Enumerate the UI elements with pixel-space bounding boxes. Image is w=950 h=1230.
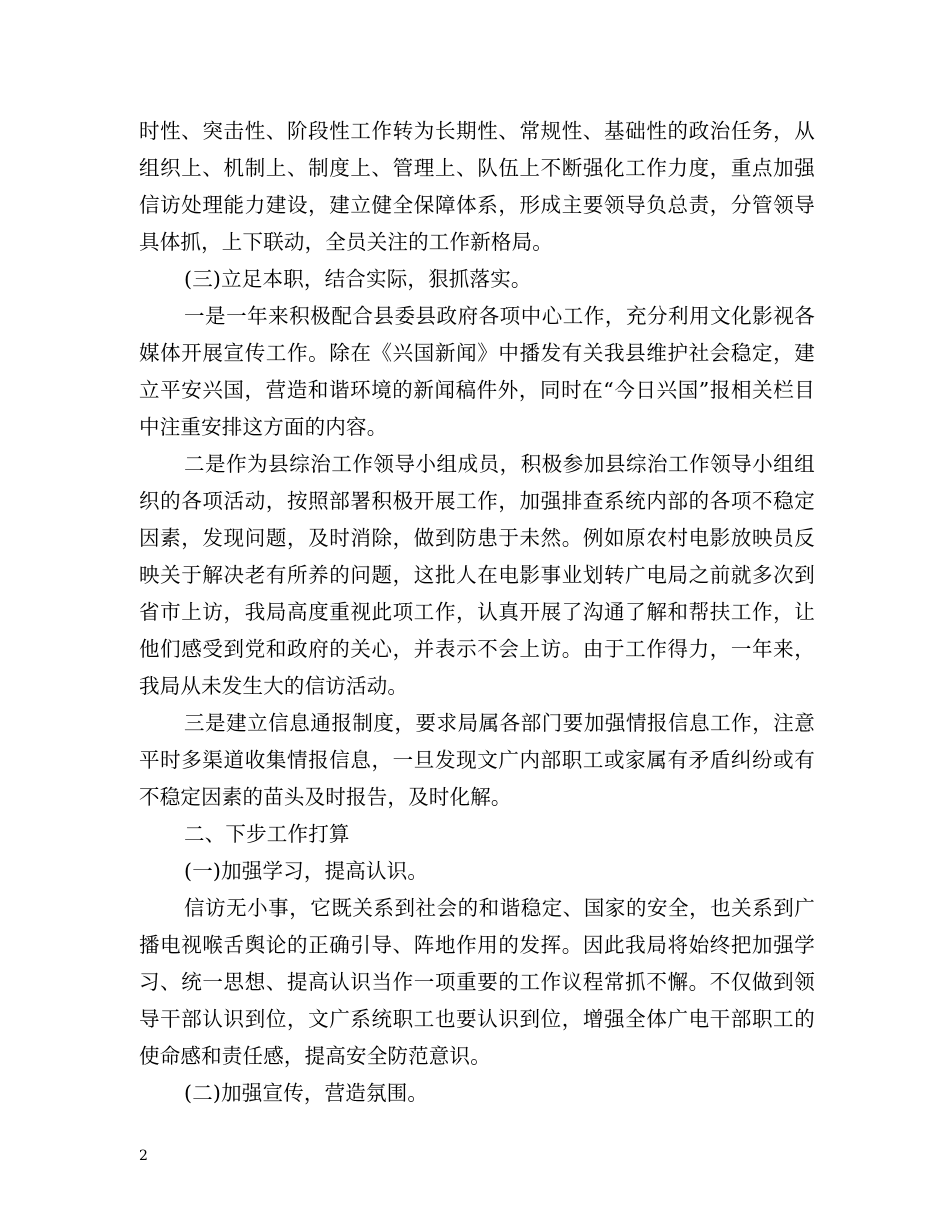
paragraph-2-heading: (三)立足本职，结合实际，狠抓落实。 <box>184 267 532 291</box>
subheading-2: (二)加强宣传，营造氛围。 <box>184 1081 429 1105</box>
section-heading-2: 二、下步工作打算 <box>184 822 350 846</box>
paragraph-8: 信访无小事，它既关系到社会的和谐稳定、国家的安全，也关系到广播电视喉舌舆论的正确引导、阵地作用的发挥。因此我局将始终把加强学习、统一思想、提高认识当作一项重要的工作议程常抓不懈。不仅做到领导干部认识到位，文广系统职工也要认识到位，增强全体广电干部职工的使命感和责任感，提高安全防范意识。 <box>139 896 815 1068</box>
paragraph-4: 二是作为县综治工作领导小组成员，积极参加县综治工作领导小组组织的各项活动，按照部署积极开展工作，加强排查系统内部的各项不稳定因素，发现问题，及时消除，做到防患于未然。例如原农村电影放映员反映关于解决老有所养的问题，这批人在电影事业划转广电局之前就多次到省市上访，我局高度重视此项工作，认真开展了沟通了解和帮扶工作，让他们感受到党和政府的关心，并表示不会上访。由于工作得力，一年来，我局从未发生大的信访活动。 <box>139 452 815 698</box>
page-number: 2 <box>139 1148 148 1164</box>
paragraph-1: 时性、突击性、阶段性工作转为长期性、常规性、基础性的政治任务，从组织上、机制上、制度上、管理上、队伍上不断强化工作力度，重点加强信访处理能力建设，建立健全保障体系，形成主要领导负总责，分管领导具体抓，上下联动，全员关注的工作新格局。 <box>139 119 815 254</box>
document-body <box>139 113 815 1112</box>
paragraph-5: 三是建立信息通报制度，要求局属各部门要加强情报信息工作，注意平时多渠道收集情报信息，一旦发现文广内部职工或家属有矛盾纠纷或有不稳定因素的苗头及时报告，及时化解。 <box>139 711 815 809</box>
subheading-1: (一)加强学习，提高认识。 <box>184 859 429 883</box>
paragraph-3: 一是一年来积极配合县委县政府各项中心工作，充分利用文化影视各媒体开展宣传工作。除在《兴国新闻》中播发有关我县维护社会稳定，建立平安兴国，营造和谐环境的新闻稿件外，同时在“今日兴国”报相关栏目中注重安排这方面的内容。 <box>139 304 815 439</box>
